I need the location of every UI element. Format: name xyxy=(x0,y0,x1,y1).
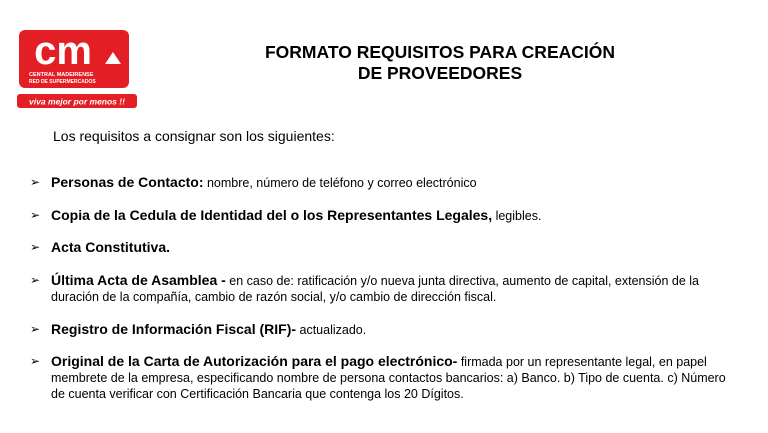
title-line2: DE PROVEEDORES xyxy=(357,63,523,83)
list-item xyxy=(30,353,735,402)
logo-slogan: viva mejor por menos !! xyxy=(29,96,125,107)
arrow-right-icon: ➢ xyxy=(30,273,41,287)
document-title xyxy=(230,42,650,84)
requirement-detail: legibles. xyxy=(492,209,542,223)
arrow-right-icon: ➢ xyxy=(30,354,41,368)
requirement-title: Copia de la Cedula de Identidad del o los Representantes Legales, xyxy=(51,207,493,223)
logo-line2: RED DE SUPERMERCADOS xyxy=(29,79,96,85)
requirement-detail: nombre, número de teléfono y correo electrónico xyxy=(203,176,477,190)
requirement-detail: en caso de: ratificación y/o nueva junta directiva, aumento de capital, extensión de la duración de la compañía, cambio de razón social, y/o cambio de dirección fiscal. xyxy=(51,274,700,304)
intro-text: Los requisitos a consignar son los siguientes: xyxy=(53,128,335,144)
arrow-right-icon: ➢ xyxy=(30,240,41,254)
list-item xyxy=(30,321,735,338)
requirement-detail: actualizado. xyxy=(296,323,367,337)
requirement-title: Personas de Contacto: xyxy=(51,174,204,190)
list-item xyxy=(30,272,735,305)
requirement-title: Original de la Carta de Autorización para el pago electrónico- xyxy=(51,353,458,369)
title-line1: FORMATO REQUISITOS PARA CREACIÓN xyxy=(264,42,616,62)
list-item xyxy=(30,174,735,191)
list-item xyxy=(30,207,735,224)
arrow-right-icon: ➢ xyxy=(30,322,41,336)
arrow-right-icon: ➢ xyxy=(30,175,41,189)
company-logo xyxy=(15,24,139,112)
requirement-detail: firmada por un representante legal, en papel membrete de la empresa, especificando nombre de persona contactos bancarios: a) Banco. b) Tipo de cuenta. c) Número de cuenta verificar con Certificación Bancaria que contenga los 20 Dígitos. xyxy=(51,355,726,401)
requirement-title: Acta Constitutiva. xyxy=(51,239,171,255)
requirements-list xyxy=(30,174,735,402)
list-item xyxy=(30,239,735,256)
requirement-title: Registro de Información Fiscal (RIF)- xyxy=(51,321,297,337)
logo-mark: cm xyxy=(34,29,92,73)
arrow-right-icon: ➢ xyxy=(30,208,41,222)
logo-line1: CENTRAL MADEIRENSE xyxy=(29,72,94,78)
requirement-title: Última Acta de Asamblea - xyxy=(51,272,226,288)
